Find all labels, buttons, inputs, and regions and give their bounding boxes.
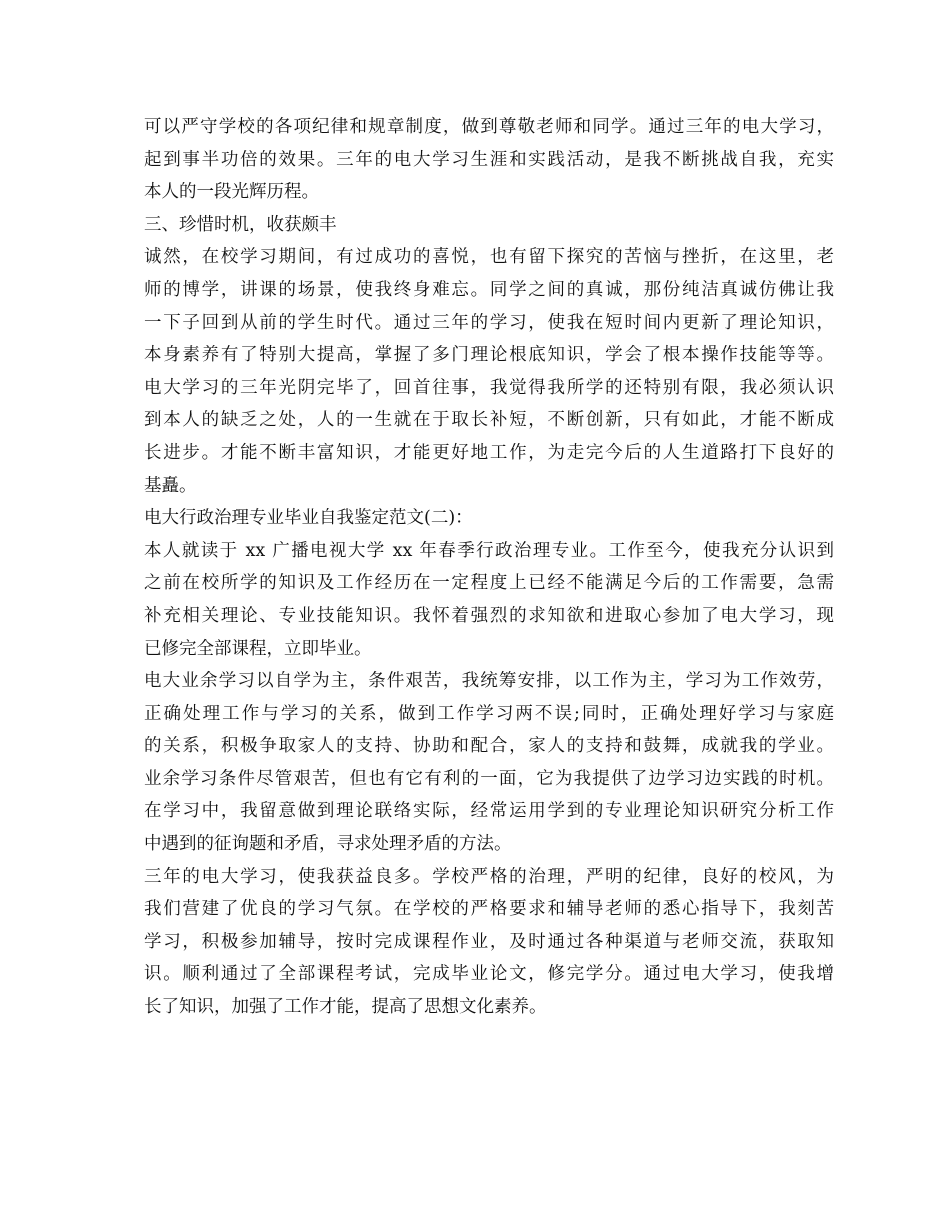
text-line: 电大业余学习以自学为主，条件艰苦，我统筹安排，以工作为主，学习为工作效劳， (144, 671, 834, 692)
text-line: 正确处理工作与学习的关系，做到工作学习两不误;同时，正确处理好学习与家庭 (144, 703, 834, 724)
text-line: 本身素养有了特别大提高，掌握了多门理论根底知识，学会了根本操作技能等等。 (144, 345, 834, 366)
text-line: 基矗。 (144, 475, 197, 496)
text-line: 之前在校所学的知识及工作经历在一定程度上已经不能满足今后的工作需要，急需 (144, 573, 834, 594)
text-line: 本人就读于 xx 广播电视大学 xx 年春季行政治理专业。工作至今，使我充分认识到 (144, 540, 834, 561)
text-line: 学习，积极参加辅导，按时完成课程作业，及时通过各种渠道与老师交流，获取知 (144, 931, 834, 952)
text-line: 中遇到的征询题和矛盾，寻求处理矛盾的方法。 (144, 834, 512, 855)
section-heading: 三、珍惜时机，收获颇丰 (144, 214, 337, 235)
text-line: 的关系，积极争取家人的支持、协助和配合，家人的支持和鼓舞，成就我的学业。 (144, 736, 834, 757)
text-line: 补充相关理论、专业技能知识。我怀着强烈的求知欲和进取心参加了电大学习，现 (144, 605, 834, 626)
text-line: 我们营建了优良的学习气氛。在学校的严格要求和辅导老师的悉心指导下，我刻苦 (144, 899, 834, 920)
text-line: 已修完全部课程，立即毕业。 (144, 638, 372, 659)
text-line: 三年的电大学习，使我获益良多。学校严格的治理，严明的纪律，良好的校风，为 (144, 866, 834, 887)
text-line: 到本人的缺乏之处，人的一生就在于取长补短，不断创新，只有如此，才能不断成 (144, 410, 834, 431)
text-line: 长了知识，加强了工作才能，提高了思想文化素养。 (144, 997, 547, 1018)
document-body-text (144, 111, 834, 1024)
text-line: 本人的一段光辉历程。 (144, 182, 319, 203)
text-line: 业余学习条件尽管艰苦，但也有它有利的一面，它为我提供了边学习边实践的时机。 (144, 768, 834, 789)
text-line: 在学习中，我留意做到理论联络实际，经常运用学到的专业理论知识研究分析工作 (144, 801, 834, 822)
text-line: 电大学习的三年光阴完毕了，回首往事，我觉得我所学的还特别有限，我必须认识 (144, 377, 834, 398)
text-line: 可以严守学校的各项纪律和规章制度，做到尊敬老师和同学。通过三年的电大学习， (144, 117, 834, 137)
text-line: 起到事半功倍的效果。三年的电大学习生涯和实践活动，是我不断挑战自我，充实 (144, 149, 834, 170)
text-line: 长进步。才能不断丰富知识，才能更好地工作，为走完今后的人生道路打下良好的 (144, 442, 834, 463)
article-subtitle: 电大行政治理专业毕业自我鉴定范文(二)： (144, 508, 473, 529)
text-line: 一下子回到从前的学生时代。通过三年的学习，使我在短时间内更新了理论知识， (144, 312, 834, 333)
text-line: 识。顺利通过了全部课程考试，完成毕业论文，修完学分。通过电大学习，使我增 (144, 964, 834, 985)
text-line: 诚然，在校学习期间，有过成功的喜悦，也有留下探究的苦恼与挫折，在这里，老 (144, 247, 834, 268)
text-line: 师的博学，讲课的场景，使我终身难忘。同学之间的真诚，那份纯洁真诚仿佛让我 (144, 279, 834, 300)
